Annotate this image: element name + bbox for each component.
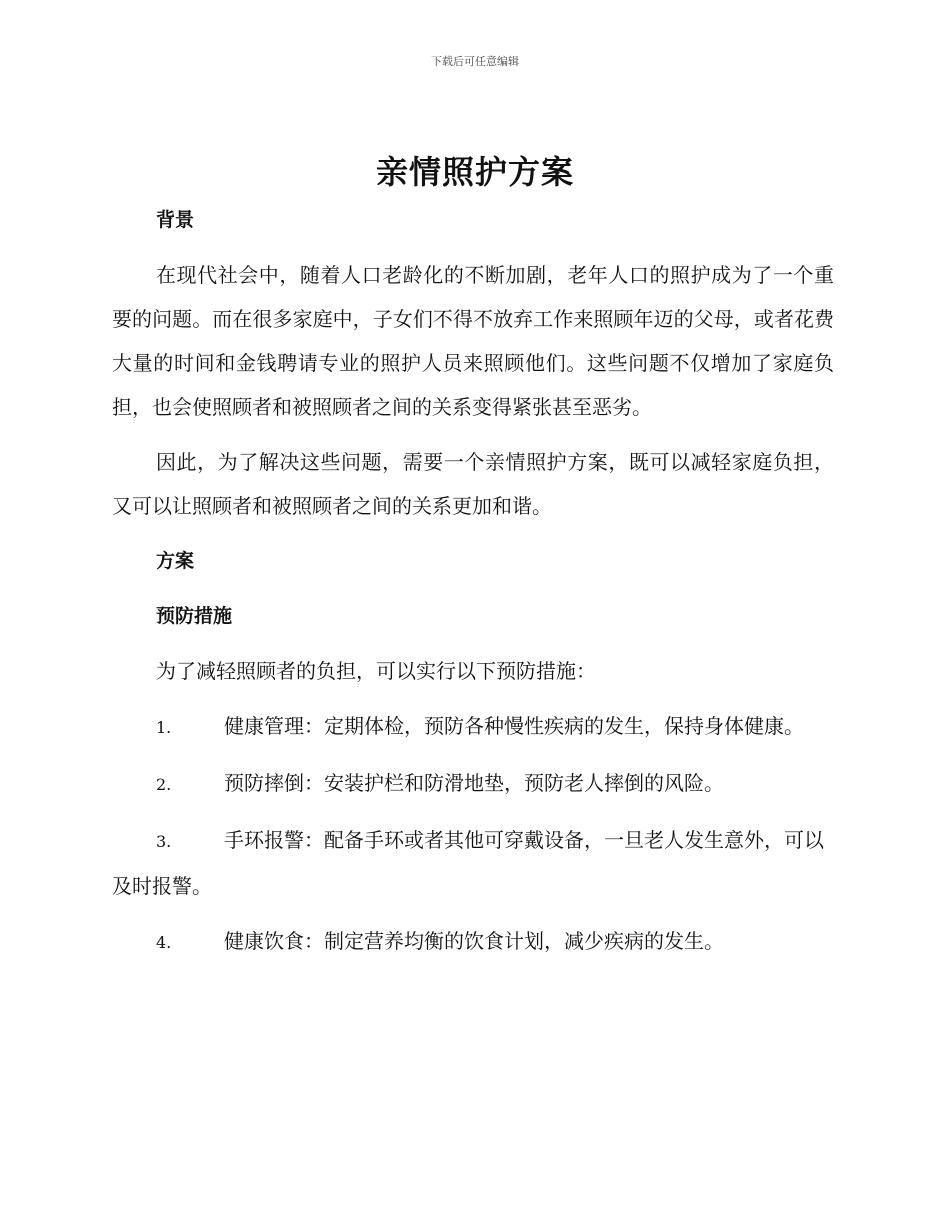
list-number: 3.: [156, 832, 172, 851]
list-text: 健康饮食：制定营养均衡的饮食计划，减少疾病的发生。: [224, 929, 724, 953]
list-text: 手环报警：配备手环或者其他可穿戴设备，一旦老人发生意外，可以及时报警。: [112, 828, 824, 898]
document-body: [112, 198, 834, 976]
list-number: 2.: [156, 775, 172, 794]
list-text: 预防摔倒：安装护栏和防滑地垫，预防老人摔倒的风险。: [224, 771, 724, 795]
plan-heading: 方案: [156, 550, 195, 572]
list-number: 4.: [156, 933, 172, 952]
document-title: 亲情照护方案: [375, 153, 574, 191]
list-item: [112, 704, 834, 750]
list-item: [112, 761, 834, 807]
header-note: 下载后可任意编辑: [431, 55, 519, 68]
prevention-intro: 为了减轻照顾者的负担，可以实行以下预防措施：: [156, 659, 596, 683]
background-paragraph-1: 在现代社会中，随着人口老龄化的不断加剧，老年人口的照护成为了一个重要的问题。而在很多家庭中，子女们不得不放弃工作来照顾年迈的父母，或者花费大量的时间和金钱聘请专业的照护人员来照顾他们。这些问题不仅增加了家庭负担，也会使照顾者和被照顾者之间的关系变得紧张甚至恶劣。: [112, 263, 834, 419]
background-paragraph-2: 因此，为了解决这些问题，需要一个亲情照护方案，既可以减轻家庭负担，又可以让照顾者和被照顾者之间的关系更加和谐。: [112, 450, 834, 518]
list-text: 健康管理：定期体检，预防各种慢性疾病的发生，保持身体健康。: [224, 714, 804, 738]
list-item: [112, 919, 834, 965]
background-heading: 背景: [156, 209, 195, 231]
list-number: 1.: [156, 718, 172, 737]
prevention-heading: 预防措施: [156, 605, 233, 627]
list-item: [112, 818, 834, 908]
